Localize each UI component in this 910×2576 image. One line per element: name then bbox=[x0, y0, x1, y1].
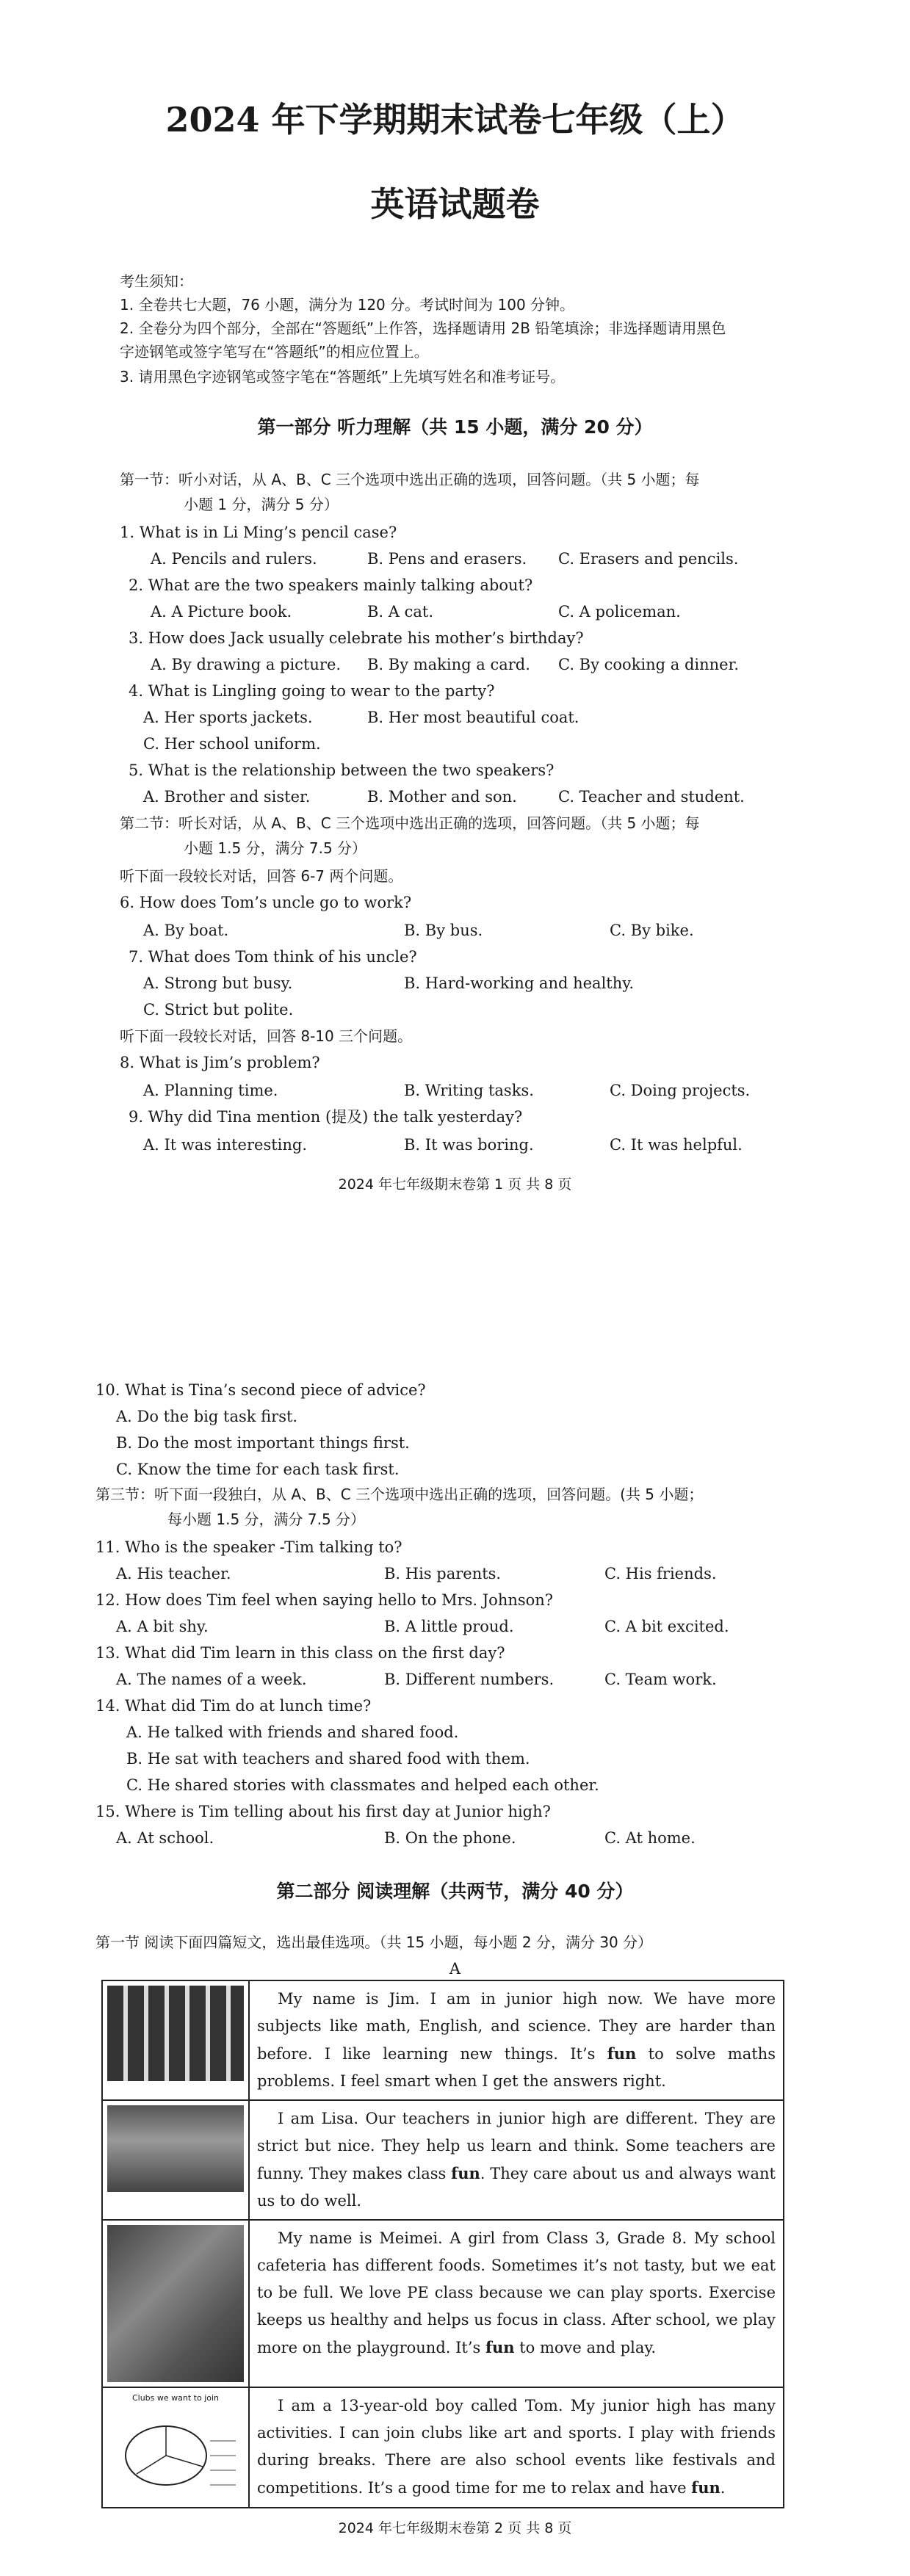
option: B. He sat with teachers and shared food with them. bbox=[126, 1750, 530, 1768]
option: A. Planning time. bbox=[143, 1082, 278, 1099]
question-5: 5. What is the relationship between the two speakers? bbox=[129, 761, 555, 779]
option: C. At home. bbox=[604, 1829, 696, 1847]
option: C. A policeman. bbox=[558, 603, 681, 621]
part2-heading: 第二部分 阅读理解（共两节，满分 40 分） bbox=[276, 1881, 634, 1902]
passage-row bbox=[102, 2220, 784, 2387]
option: A. He talked with friends and shared food. bbox=[126, 1723, 459, 1741]
option: C. Erasers and pencils. bbox=[558, 550, 739, 568]
option: B. By bus. bbox=[404, 922, 483, 939]
option: B. His parents. bbox=[384, 1565, 502, 1582]
question-14: 14. What did Tim do at lunch time? bbox=[95, 1697, 372, 1715]
option: B. A cat. bbox=[367, 603, 434, 621]
passage-text-part: My name is Meimei. A girl from Class 3, Grade 8. My school cafeteria has different foods. Sometimes it’s not tasty, but we eat to be full. We love PE class because we can play sports. Exercise keeps us healthy and helps us focus in class. After school, we play more on the playground. It’s bbox=[257, 2229, 776, 2356]
question-12: 12. How does Tim feel when saying hello to Mrs. Johnson? bbox=[95, 1591, 554, 1609]
page-footer: 2024 年七年级期末卷第 1 页 共 8 页 bbox=[338, 1176, 572, 1193]
subjects-photo bbox=[107, 1986, 244, 2081]
question-8: 8. What is Jim’s problem? bbox=[120, 1054, 320, 1071]
passage-image-cell bbox=[102, 1980, 249, 2100]
question-6: 6. How does Tom’s uncle go to work? bbox=[120, 894, 412, 911]
question-1: 1. What is in Li Ming’s pencil case? bbox=[120, 524, 397, 541]
passage-label: A bbox=[449, 1960, 461, 1978]
option: C. It was helpful. bbox=[610, 1136, 743, 1154]
option: A. Strong but busy. bbox=[143, 974, 293, 992]
option: B. Different numbers. bbox=[384, 1671, 555, 1688]
option: C. A bit excited. bbox=[604, 1618, 729, 1635]
question-13: 13. What did Tim learn in this class on the first day? bbox=[95, 1644, 505, 1662]
passage-image-cell bbox=[102, 2387, 249, 2508]
reading-table bbox=[101, 1980, 784, 2508]
question-10: 10. What is Tina’s second piece of advice? bbox=[95, 1381, 426, 1399]
question-3: 3. How does Jack usually celebrate his mother’s birthday? bbox=[129, 629, 584, 647]
option: A. His teacher. bbox=[116, 1565, 231, 1582]
option: B. On the phone. bbox=[384, 1829, 516, 1847]
passage-row bbox=[102, 2100, 784, 2220]
option: B. Writing tasks. bbox=[404, 1082, 534, 1099]
passage-text bbox=[249, 2100, 784, 2220]
passage-row bbox=[102, 1980, 784, 2100]
option: B. By making a card. bbox=[367, 656, 530, 673]
option: A. By drawing a picture. bbox=[151, 656, 342, 673]
option: A. Brother and sister. bbox=[143, 788, 311, 806]
option: C. Doing projects. bbox=[610, 1082, 751, 1099]
question-2: 2. What are the two speakers mainly talking about? bbox=[129, 576, 533, 594]
option: B. A little proud. bbox=[384, 1618, 514, 1635]
section2-instruction: 小题 1.5 分，满分 7.5 分） bbox=[184, 839, 367, 857]
passage-text bbox=[249, 2387, 784, 2508]
notice-heading: 考生须知： bbox=[120, 272, 193, 290]
passage-text-part: My name is Jim. I am in junior high now. We have more subjects like math, English, and science. They are harder than before. I like learning new things. It’s bbox=[257, 1990, 776, 2063]
passage-text-part: I am a 13-year-old boy called Tom. My junior high has many activities. I can join clubs like art and sports. I play with friends during breaks. There are also school events like festivals and competitions. It’s a good time for me to relax and have bbox=[257, 2397, 776, 2497]
option: C. Know the time for each task first. bbox=[116, 1461, 400, 1478]
listening-lead: 听下面一段较长对话，回答 8-10 三个问题。 bbox=[120, 1027, 413, 1045]
option: C. Strict but polite. bbox=[143, 1001, 294, 1019]
part1-heading: 第一部分 听力理解（共 15 小题，满分 20 分） bbox=[257, 416, 653, 438]
section1-instruction: 第一节：听小对话，从 A、B、C 三个选项中选出正确的选项，回答问题。（共 5 小题；每 bbox=[120, 471, 700, 488]
option: B. Her most beautiful coat. bbox=[367, 709, 579, 726]
question-7: 7. What does Tom think of his uncle? bbox=[129, 948, 417, 966]
question-4: 4. What is Lingling going to wear to the party? bbox=[129, 682, 495, 700]
passage-text-part: . They care about us and always want us to do well. bbox=[257, 2165, 776, 2210]
exam-title: 2024 年下学期期末试卷七年级（上） bbox=[165, 100, 745, 140]
option: C. By bike. bbox=[610, 922, 694, 939]
clubs-pie-chart bbox=[107, 2392, 244, 2503]
passage-keyword: fun bbox=[691, 2478, 721, 2497]
passage-text-part: to solve maths problems. I feel smart when I get the answers right. bbox=[257, 2045, 776, 2090]
option: C. By cooking a dinner. bbox=[558, 656, 740, 673]
option: C. His friends. bbox=[604, 1565, 717, 1582]
section3-instruction: 每小题 1.5 分，满分 7.5 分） bbox=[167, 1510, 366, 1528]
option: A. It was interesting. bbox=[143, 1136, 308, 1154]
option: C. He shared stories with classmates and helped each other. bbox=[126, 1776, 599, 1794]
option: B. Do the most important things first. bbox=[116, 1434, 410, 1452]
notice-item: 1. 全卷共七大题，76 小题，满分为 120 分。考试时间为 100 分钟。 bbox=[120, 296, 575, 314]
option: A. A bit shy. bbox=[116, 1618, 209, 1635]
passage-text bbox=[249, 1980, 784, 2100]
option: A. Her sports jackets. bbox=[143, 709, 313, 726]
passage-keyword: fun bbox=[451, 2164, 480, 2182]
pie-chart-title: Clubs we want to join bbox=[131, 2393, 220, 2403]
question-11: 11. Who is the speaker -Tim talking to? bbox=[95, 1538, 402, 1556]
passage-keyword: fun bbox=[485, 2338, 515, 2356]
option: B. Mother and son. bbox=[367, 788, 517, 806]
exam-subtitle: 英语试题卷 bbox=[370, 184, 540, 224]
reading-section1-instruction: 第一节 阅读下面四篇短文，选出最佳选项。（共 15 小题，每小题 2 分，满分 30 分） bbox=[95, 1933, 653, 1951]
exam-page-1 bbox=[0, 0, 910, 1234]
option: C. Team work. bbox=[604, 1671, 717, 1688]
option: A. Pencils and rulers. bbox=[151, 550, 317, 568]
question-15: 15. Where is Tim telling about his first day at Junior high? bbox=[95, 1803, 551, 1820]
page-gap bbox=[0, 1234, 910, 1344]
cafeteria-photo bbox=[107, 2225, 244, 2382]
pie-chart-graphic bbox=[107, 2404, 244, 2500]
passage-keyword: fun bbox=[607, 2044, 637, 2063]
option: C. Teacher and student. bbox=[558, 788, 745, 806]
passage-text-part: I am Lisa. Our teachers in junior high are different. They are strict but nice. They help us learn and think. Some teachers are funny. They makes class bbox=[257, 2110, 776, 2182]
section2-instruction: 第二节：听长对话，从 A、B、C 三个选项中选出正确的选项，回答问题。（共 5 小题；每 bbox=[120, 814, 700, 832]
option: B. Pens and erasers. bbox=[367, 550, 527, 568]
passage-image-cell bbox=[102, 2220, 249, 2387]
classroom-photo bbox=[107, 2105, 244, 2192]
page-footer: 2024 年七年级期末卷第 2 页 共 8 页 bbox=[338, 2520, 572, 2536]
listening-lead: 听下面一段较长对话，回答 6-7 两个问题。 bbox=[120, 867, 403, 885]
passage-image-cell bbox=[102, 2100, 249, 2220]
passage-row bbox=[102, 2387, 784, 2508]
option: A. At school. bbox=[116, 1829, 214, 1847]
question-9: 9. Why did Tina mention (提及) the talk yesterday? bbox=[129, 1108, 523, 1126]
section1-instruction: 小题 1 分，满分 5 分） bbox=[184, 496, 339, 513]
passage-text-part: to move and play. bbox=[514, 2339, 657, 2356]
option: B. Hard-working and healthy. bbox=[404, 974, 635, 992]
notice-item: 3. 请用黑色字迹钢笔或签字笔在“答题纸”上先填写姓名和准考证号。 bbox=[120, 368, 566, 386]
passage-text-part: . bbox=[720, 2479, 726, 2497]
section3-instruction: 第三节：听下面一段独白，从 A、B、C 三个选项中选出正确的选项，回答问题。(共 5 小题； bbox=[95, 1486, 704, 1503]
option: A. The names of a week. bbox=[116, 1671, 307, 1688]
notice-item: 字迹钢笔或签字笔写在“答题纸”的相应位置上。 bbox=[120, 343, 429, 361]
passage-text bbox=[249, 2220, 784, 2387]
option: A. By boat. bbox=[143, 922, 229, 939]
notice-item: 2. 全卷分为四个部分，全部在“答题纸”上作答，选择题请用 2B 铅笔填涂；非选择题请用黑色 bbox=[120, 319, 726, 337]
option: A. Do the big task first. bbox=[116, 1408, 298, 1425]
option: C. Her school uniform. bbox=[143, 735, 321, 753]
option: A. A Picture book. bbox=[151, 603, 292, 621]
option: B. It was boring. bbox=[404, 1136, 534, 1154]
